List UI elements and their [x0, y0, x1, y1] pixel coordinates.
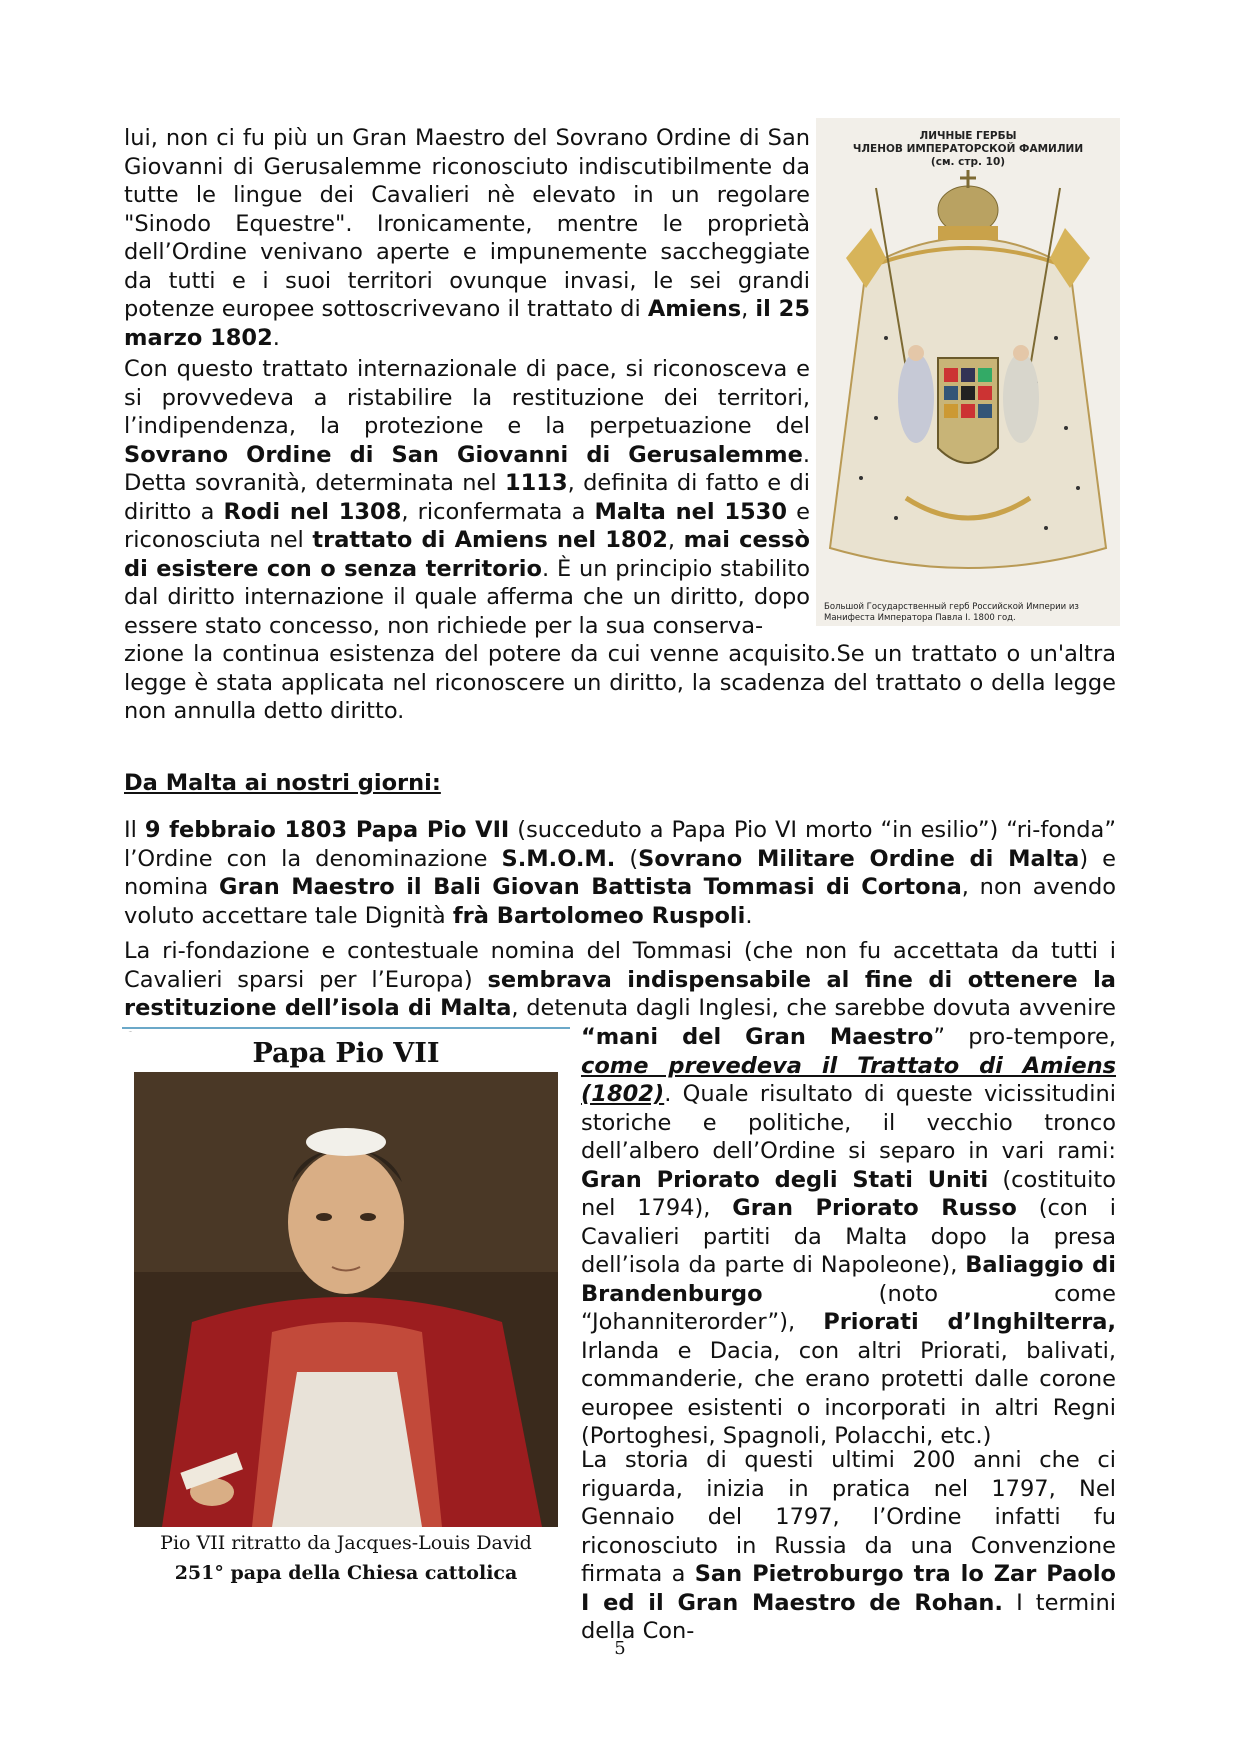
section-heading: Da Malta ai nostri giorni: [124, 770, 441, 796]
text: lui, non ci fu più un Gran Maestro del Sovrano Ordine di San Giovanni di Gerusalemme riconosciuto indiscutibilmente da tutte le lingue dei Cavalieri nè elevato in un regolare "Sinodo Equestre". Ironicamente, mentre le proprietà dell’Ordine venivano aperte e impunemente saccheggiate da tutti e i suoi territori ovunque invasi, le sei grandi potenze europee sottoscrivevano il trattato di [124, 125, 810, 322]
bold-text: trattato di Amiens nel 1802 [312, 527, 668, 553]
text: (succeduto a Papa Pio VI morto “in esilio”) “ri-fonda” l’Ordine con la denominazione [124, 817, 1116, 872]
bold-text: Rodi nel 1308 [223, 498, 402, 525]
bold-text: 1113 [504, 470, 568, 496]
arms-title-line: (см. стр. 10) [930, 156, 1006, 168]
text: (con i Cavalieri partiti da Malta dopo la presa dell’isola da parte di Napoleone), [581, 1195, 1116, 1278]
bold-text: sembrava indispensabile al fine di ottenere la restituzione dell’isola di Malta [124, 966, 1116, 1021]
paragraph-treaty-sovereignty [124, 355, 810, 640]
bold-text: il 25 marzo 1802 [124, 296, 810, 351]
divider-line [122, 1027, 570, 1029]
pope-portrait-title: Papa Pio VII [252, 1038, 440, 1069]
underlined-italic-text: come prevedeva il Trattato di Amiens (1802) [581, 1052, 1116, 1107]
coat-of-arms-caption: Большой Государственный герб Российской Империи из Манифеста Императора Павла I. 1800 год. [824, 602, 1079, 623]
text: I termini della Con- [581, 1589, 1116, 1644]
bold-text: Gran Priorato degli Stati Uniti [581, 1166, 989, 1193]
text: , [741, 296, 756, 322]
paragraph-refoundation [124, 816, 1116, 930]
pope-portrait-painting [122, 1072, 570, 1532]
bold-text: “mani del Gran Maestro [581, 1024, 934, 1050]
text: , riconfermata a [401, 498, 595, 525]
text: ) e nomina [124, 845, 1116, 900]
text: (noto come “Johanniterorder”), [581, 1280, 1116, 1335]
text: . Quale risultato di queste vicissitudini storiche e politiche, il vecchio tronco dell’albero dell’Ordine si separo in vari rami: [581, 1081, 1116, 1164]
bold-text: 9 febbraio 1803 Papa Pio VII [144, 817, 510, 843]
text: . [745, 902, 753, 929]
text: . Detta sovranità, determinata nel [124, 441, 810, 496]
bold-text: Gran Maestro il Bali Giovan Battista Tommasi di Cortona [219, 874, 962, 900]
text: , detenuta dagli Inglesi, che sarebbe dovuta avvenire [511, 995, 1116, 1021]
bold-text: Sovrano Ordine di San Giovanni di Gerusalemme [124, 441, 803, 468]
coat-of-arms-illustration [816, 118, 1120, 626]
bold-text: Baliaggio di Brandenburgo [581, 1252, 1116, 1307]
text: , non avendo voluto accettare tale Dignità [124, 874, 1116, 929]
pope-portrait-image [122, 1032, 570, 1604]
bold-text: mai cessò di esistere con o senza territorio [124, 527, 811, 582]
bold-text: Amiens [647, 296, 742, 322]
text: , definita di fatto e di diritto a [124, 470, 810, 525]
text: La storia di questi ultimi 200 anni che ci riguarda, inizia in pratica nel 1797, Nel Gennaio del 1797, l’Ordine infatti fu riconosciuto in Russia da una Convenzione firmata a [581, 1447, 1116, 1587]
paragraph-branches [581, 1023, 1116, 1451]
text: (costituito nel 1794), [581, 1166, 1116, 1221]
arms-title-line: ЧЛЕНОВ ИМПЕРАТОРСКОЙ ФАМИЛИИ [852, 143, 1084, 155]
bold-text: Priorati d’Inghilterra, [823, 1309, 1116, 1335]
paragraph-treaty-intro [124, 124, 810, 352]
text: e riconosciuta nel [124, 498, 810, 553]
text: . [272, 324, 280, 351]
pope-portrait-subcaption: 251° papa della Chiesa cattolica [174, 1562, 518, 1584]
bold-text: Sovrano Militare Ordine di Malta [638, 845, 1080, 872]
arms-title-line: ЛИЧНЫЕ ГЕРБЫ [919, 130, 1017, 142]
text: La ri-fondazione e contestuale nomina del Tommasi (che non fu accettata da tutti i Cavalieri sparsi per l’Europa) [124, 938, 1116, 993]
text: Con questo trattato internazionale di pace, si riconosceva e si provvedeva a ristabilire la restituzione dei territori, l’indipendenza, la protezione e la perpetuazione del [124, 356, 810, 439]
coat-of-arms-image [816, 118, 1120, 626]
bold-text: Malta nel 1530 [594, 498, 787, 525]
pope-portrait-caption: Pio VII ritratto da Jacques-Louis David [160, 1532, 532, 1554]
bold-text: Gran Priorato Russo [732, 1195, 1017, 1221]
text: Irlanda e Dacia, con altri Priorati, balivati, commanderie, che erano protetti dalle corone europee esistenti o incorporati in altri Regni (Portoghesi, Spagnoli, Polacchi, etc.) [581, 1337, 1116, 1449]
text: ( [615, 845, 639, 872]
text: . È un principio stabilito dal diritto internazione il quale afferma che un diritto, dopo essere stato concesso, non richiede per la sua conserva- [124, 555, 811, 639]
text: , [667, 527, 684, 553]
page-number: 5 [614, 1638, 626, 1659]
text: ” pro-tempore, [933, 1024, 1116, 1050]
paragraph-history [581, 1446, 1116, 1646]
text: Il [124, 817, 145, 843]
text: zione la continua esistenza del potere da cui venne acquisito.Se un trattato o un'altra legge è stata applicata nel riconoscere un diritto, la scadenza del trattato o della legge non annulla detto diritto. [124, 641, 1116, 724]
paragraph-treaty-continuation [124, 640, 1116, 726]
bold-text: S.M.O.M. [501, 845, 616, 872]
bold-text: frà Bartolomeo Ruspoli [452, 902, 746, 929]
bold-text: San Pietroburgo tra lo Zar Paolo I ed il Gran Maestro de Rohan. [581, 1561, 1116, 1616]
